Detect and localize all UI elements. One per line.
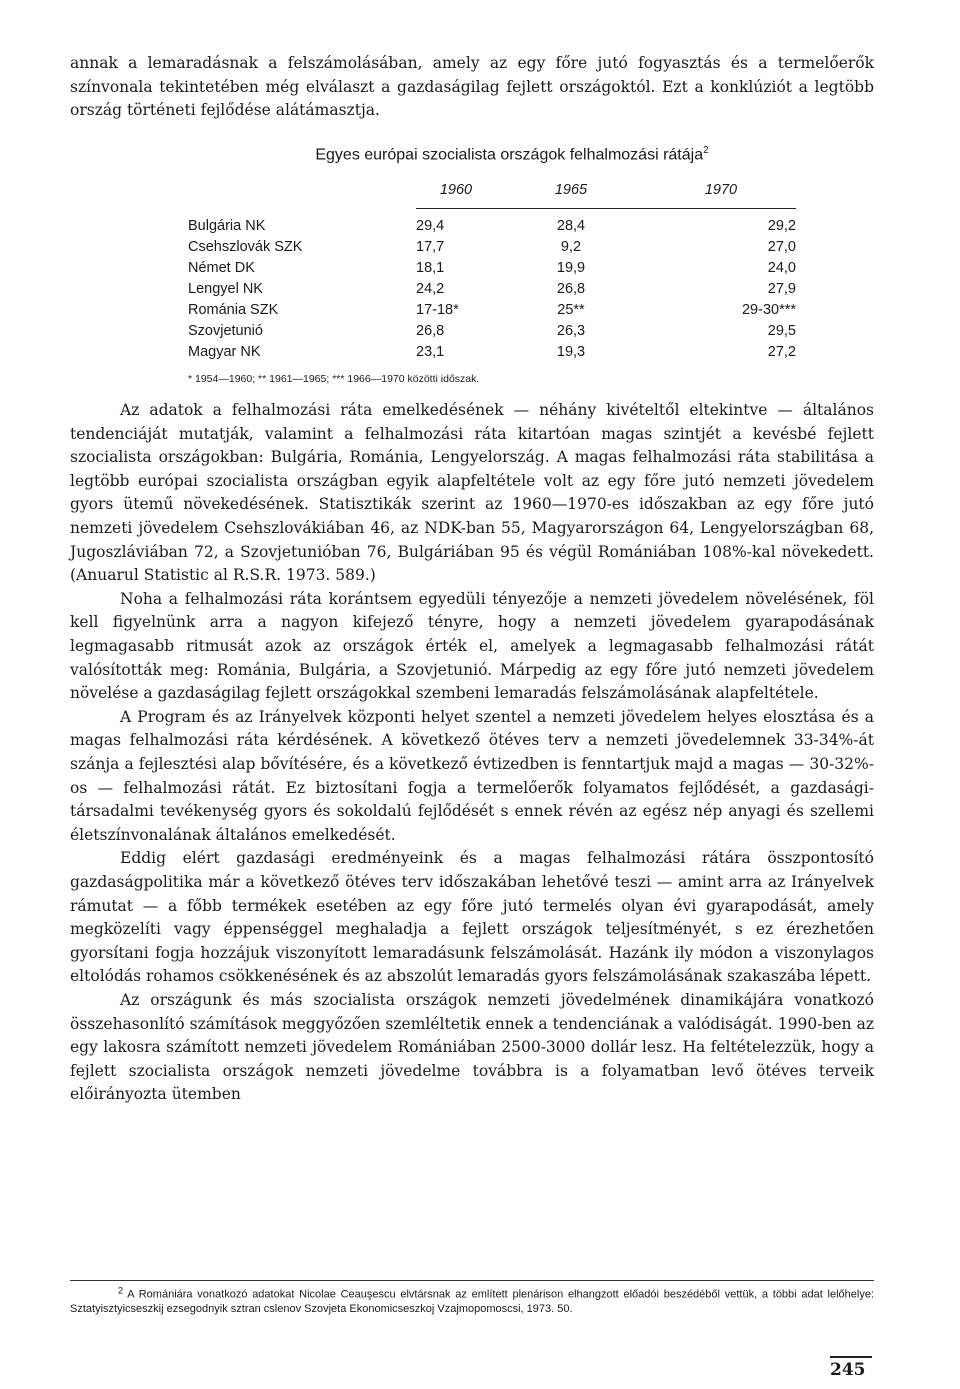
row-value-1960: 29,4 bbox=[416, 218, 445, 235]
row-value-1965: 28,4 bbox=[556, 218, 586, 235]
body-paragraph: Noha a felhalmozási ráta korántsem egyedüli tényezője a nemzeti jövedelem növelésének, föl kell figyelnünk arra a nagyon kifejező tényre, hogy a nemzeti jövedelem gyarapodásának legmagasabb ritmusát azok az országok érték el, amelyek a legmagasabb felhalmozási rátát valósították meg: Románia, Bulgária, a Szovjetunió. Márpedig az egy főre jutó nemzeti jövedelem növelése a gazdaságilag fejlett országokkal szembeni lemaradás felszámolásának alapfeltétele. bbox=[70, 589, 874, 703]
row-value-1970: 27,0 bbox=[767, 239, 796, 256]
table-row bbox=[188, 279, 796, 300]
footnote-marker-number: 2 bbox=[118, 1285, 124, 1295]
page-body bbox=[70, 52, 874, 1107]
rates-table bbox=[188, 182, 796, 363]
row-value-1965: 25** bbox=[557, 302, 585, 319]
table-row bbox=[188, 321, 796, 342]
row-value-1960: 17,7 bbox=[416, 239, 445, 256]
accumulation-rate-table bbox=[70, 145, 874, 385]
body-paragraph: Az országunk és más szocialista országok nemzeti jövedelmének dinamikájára vonatkozó összehasonlító számítások meggyőzően szemléltetik ennek a tendenciának a valódiságát. 1990-ben az egy lakosra számított nemzeti jövedelem Romániában 2500-3000 dollár lesz. Ha feltételezzük, hogy a fejlett szocialista országok nemzeti jövedelme továbbra is a folyamatban levő ötéves terveik előirányozta ütemben bbox=[70, 990, 874, 1104]
header-country bbox=[188, 182, 416, 209]
page-number: 245 bbox=[830, 1356, 872, 1380]
row-value-1970: 29,2 bbox=[767, 218, 796, 235]
table-header-row bbox=[188, 182, 796, 209]
row-country: Bulgária NK bbox=[188, 217, 266, 234]
row-value-1970: 27,9 bbox=[767, 281, 796, 298]
row-country: Csehszlovák SZK bbox=[188, 239, 303, 256]
row-country: Magyar NK bbox=[188, 344, 261, 361]
row-value-1965: 19,3 bbox=[556, 344, 586, 361]
row-value-1960: 24,2 bbox=[416, 281, 445, 298]
header-1960: 1960 bbox=[416, 182, 496, 209]
row-value-1970: 29,5 bbox=[767, 323, 796, 340]
row-value-1960: 17-18* bbox=[416, 302, 459, 319]
row-value-1965: 26,8 bbox=[556, 281, 586, 298]
header-1970: 1970 bbox=[646, 182, 796, 209]
row-country: Lengyel NK bbox=[188, 281, 263, 298]
table-title bbox=[70, 145, 874, 164]
body-paragraph: A Program és az Irányelvek központi helyet szentel a nemzeti jövedelem helyes elosztása és a magas felhalmozási ráta kérdésének. A következő ötéves terv a nemzeti jövedelemnek 33-34%-át szánja a fejlesztési alap bővítésére, és a következő évtizedben is fenntartjuk majd a magas — 30-32%-os — felhalmozási rátát. Ez biztosítani fogja a termelőerők folyamatos fejlődését, a gazdasági-társadalmi tevékenység gyors és sokoldalú fejlődését s ennek révén az egész nép anyagi és szellemi életszínvonalának általános emelkedését. bbox=[70, 707, 874, 844]
table-row bbox=[188, 258, 796, 279]
table-row bbox=[188, 300, 796, 321]
header-1965: 1965 bbox=[496, 182, 646, 209]
row-value-1960: 23,1 bbox=[416, 344, 445, 361]
row-value-1965: 26,3 bbox=[556, 323, 586, 340]
footnote bbox=[70, 1280, 874, 1316]
row-value-1970: 27,2 bbox=[767, 344, 796, 361]
body-paragraph: Eddig elért gazdasági eredményeink és a magas felhalmozási rátára összpontosító gazdaságpolitika már a következő ötéves terv időszakában lehetővé teszi — amint arra az Irányelvek rámutat — a főbb termékek esetében az egy főre jutó termelés olyan évi gyarapodását, amely megközelíti vagy éppenséggel meghaladja a fejlett országok teljesítményét, s ez érezhetően gyorsítani fogja hozzájuk viszonyított lemaradásunk felszámolását. Hazánk ily módon a viszonylagos eltolódás rohamos csökkenésének és az abszolút lemaradás gyors felszámolásának szakaszába lépett. bbox=[70, 849, 874, 986]
table-note: * 1954—1960; ** 1961—1965; *** 1966—1970 közötti időszak. bbox=[188, 373, 480, 386]
row-value-1965: 19,9 bbox=[556, 260, 586, 277]
row-value-1960: 26,8 bbox=[416, 323, 445, 340]
table-row bbox=[188, 237, 796, 258]
row-country: Szovjetunió bbox=[188, 323, 263, 340]
table-title-text: Egyes európai szocialista országok felhalmozási rátája bbox=[315, 146, 704, 164]
row-value-1970: 24,0 bbox=[767, 260, 796, 277]
row-value-1965: 9,2 bbox=[560, 239, 582, 256]
footnote-text: A Romániára vonatkozó adatokat Nicolae Ceauşescu elvtársnak az említett plenárison elhangzott előadói beszédéből vettük, a többi adat lelőhelye: Sztatyisztyicseszkij ezsegodnyik sztran cslenov Szovjeta Ekonomicseszkoj Vzajmopomoscsi, 1973. 50. bbox=[70, 1288, 875, 1315]
body-paragraph: Az adatok a felhalmozási ráta emelkedésének — néhány kivételtől eltekintve — általános tendenciáját mutatják, valamint a felhalmozási ráta kitartóan magas szintjét a kevésbé fejlett szocialista országokban: Bulgária, Románia, Lengyelország. A magas felhalmozási ráta stabilitása a legtöbb európai szocialista országban egyik alapfeltétele volt az egy főre jutó nemzeti jövedelem gyors ütemű növekedésének. Statisztikák szerint az 1960—1970-es időszakban az egy főre jutó nemzeti jövedelem Csehszlovákiában 46, az NDK-ban 55, Magyarországon 64, Lengyelországban 68, Jugoszláviában 72, a Szovjetunióban 76, Bulgáriában 95 és végül Romániában 108%-kal növekedett. (Anuarul Statistic al R.S.R. 1973. 589.) bbox=[70, 401, 874, 585]
row-value-1960: 18,1 bbox=[416, 260, 445, 277]
footnote-marker bbox=[118, 1285, 124, 1301]
row-value-1970: 29-30*** bbox=[741, 302, 796, 319]
intro-paragraph: annak a lemaradásnak a felszámolásában, amely az egy főre jutó fogyasztás és a termelőerők színvonala tekintetében még elválaszt a gazdaságilag fejlett országoktól. Ezt a konklúziót a legtöbb ország történeti fejlődése alátámasztja. bbox=[70, 54, 874, 120]
table-row bbox=[188, 209, 796, 238]
table-title-footnote-ref: 2 bbox=[703, 144, 709, 156]
table-row bbox=[188, 342, 796, 363]
row-country: Német DK bbox=[188, 260, 255, 277]
row-country: Románia SZK bbox=[188, 302, 279, 319]
